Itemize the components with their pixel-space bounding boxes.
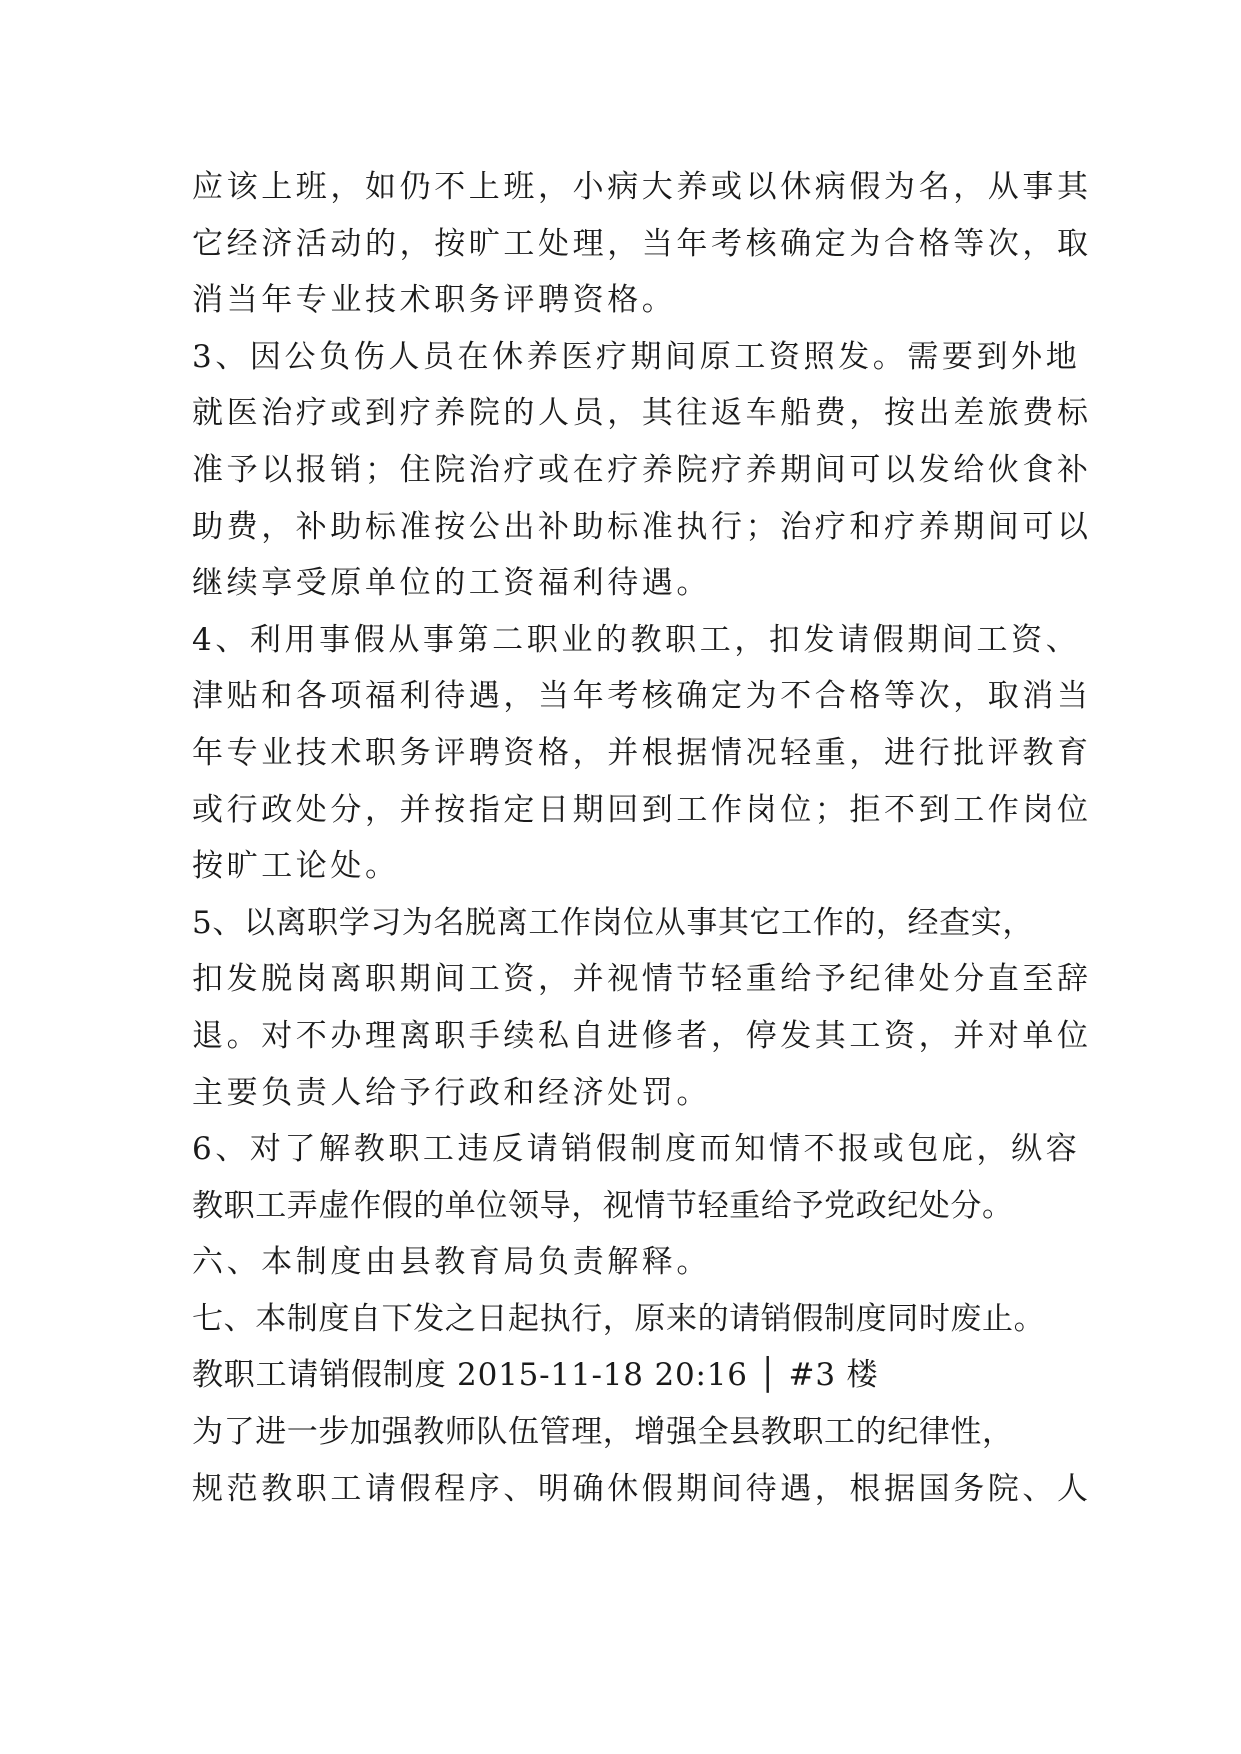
text-line: 规范教职工请假程序、明确休假期间待遇，根据国务院、人	[192, 1470, 1092, 1507]
text-line: 或行政处分，并按指定日期回到工作岗位；拒不到工作岗位	[192, 791, 1092, 828]
text-line: 六、本制度由县教育局负责解释。	[192, 1244, 711, 1281]
text-line: 按旷工论处。	[192, 848, 400, 885]
text-line: 3、因公负伤人员在休养医疗期间原工资照发。需要到外地	[192, 338, 1081, 375]
text-line: 七、本制度自下发之日起执行，原来的请销假制度同时废止。	[192, 1300, 1046, 1337]
text-line: 为了进一步加强教师队伍管理，增强全县教职工的纪律性，	[192, 1414, 1014, 1451]
text-line: 消当年专业技术职务评聘资格。	[192, 282, 677, 319]
text-line: 它经济活动的，按旷工处理，当年考核确定为合格等次，取	[192, 225, 1092, 262]
text-line: 5、以离职学习为名脱离工作岗位从事其它工作的，经查实，	[192, 904, 1034, 941]
text-line: 年专业技术职务评聘资格，并根据情况轻重，进行批评教育	[192, 734, 1092, 771]
text-line: 教职工弄虚作假的单位领导，视情节轻重给予党政纪处分。	[192, 1187, 1014, 1224]
text-line: 退。对不办理离职手续私自进修者，停发其工资，并对单位	[192, 1017, 1092, 1054]
document-body	[192, 159, 1092, 1517]
text-line: 助费，补助标准按公出补助标准执行；治疗和疗养期间可以	[192, 508, 1092, 545]
text-line: 主要负责人给予行政和经济处罚。	[192, 1074, 711, 1111]
text-line: 就医治疗或到疗养院的人员，其往返车船费，按出差旅费标	[192, 395, 1092, 432]
text-line: 准予以报销；住院治疗或在疗养院疗养期间可以发给伙食补	[192, 451, 1092, 488]
text-line: 津贴和各项福利待遇，当年考核确定为不合格等次，取消当	[192, 678, 1092, 715]
post-meta-line: 教职工请销假制度 2015-11-18 20:16 │ #3 楼	[192, 1357, 879, 1394]
text-line: 4、利用事假从事第二职业的教职工，扣发请假期间工资、	[192, 621, 1081, 658]
text-line: 继续享受原单位的工资福利待遇。	[192, 565, 711, 602]
text-line: 应该上班，如仍不上班，小病大养或以休病假为名，从事其	[192, 169, 1092, 205]
text-line: 6、对了解教职工违反请销假制度而知情不报或包庇，纵容	[192, 1131, 1081, 1168]
text-line: 扣发脱岗离职期间工资，并视情节轻重给予纪律处分直至辞	[192, 961, 1092, 998]
